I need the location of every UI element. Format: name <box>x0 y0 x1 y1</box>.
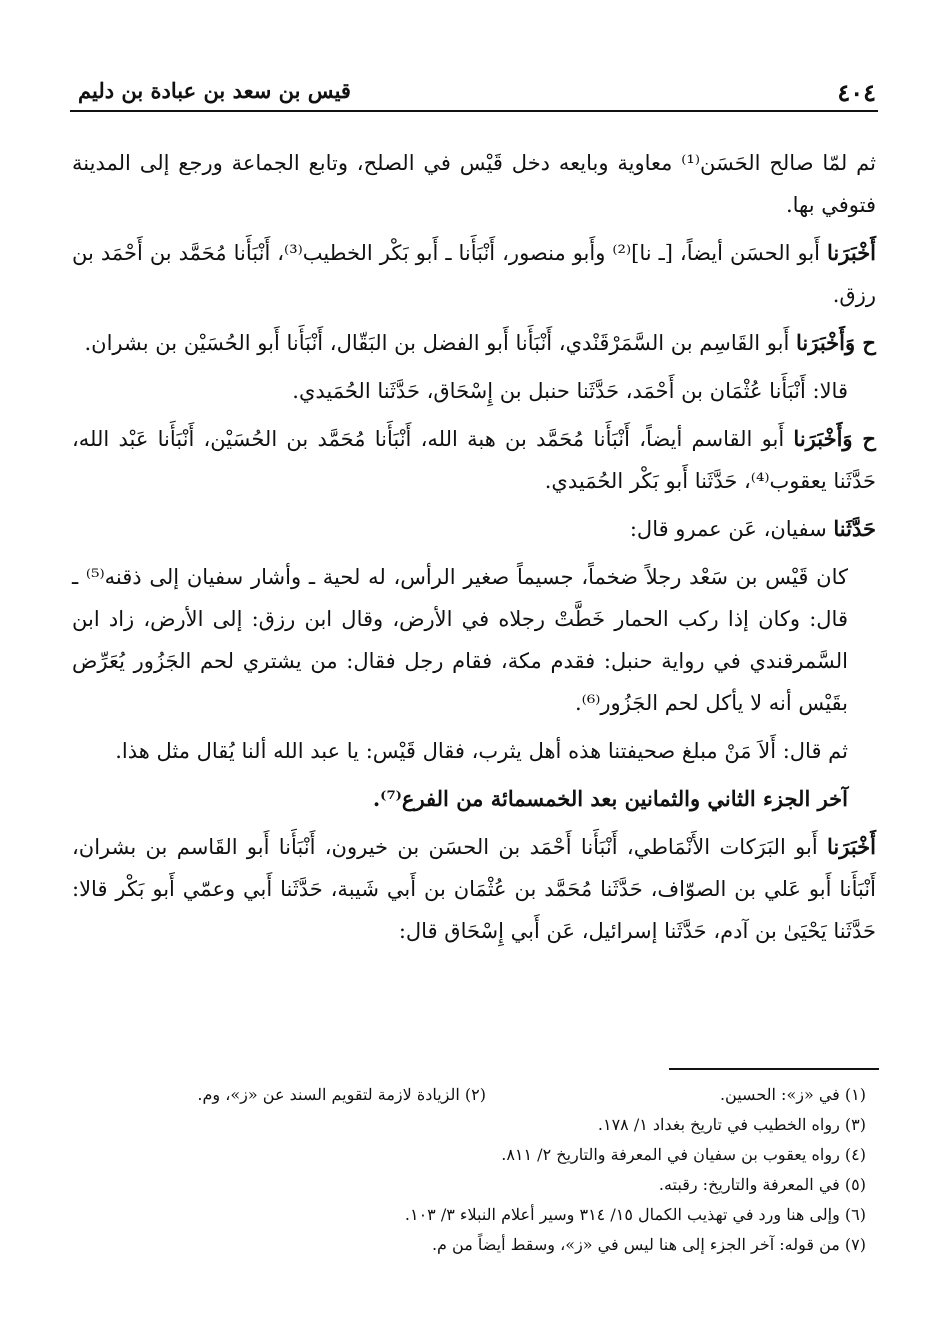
paragraph-10 <box>72 826 876 952</box>
footnote-3: (٣) رواه الخطيب في تاريخ بغداد ١/ ١٧٨. <box>597 1115 866 1134</box>
isnad-keyword: ح وَأَخْبَرَنا <box>796 330 876 355</box>
footnote-7: (٧) من قوله: آخر الجزء إلى هنا ليس في «ز»، وسقط أيضاً من م. <box>431 1235 866 1254</box>
page-number: ٤٠٤ <box>837 78 876 107</box>
footnote-5: (٥) في المعرفة والتاريخ: رقبته. <box>658 1175 866 1194</box>
running-title: قيس بن سعد بن عبادة بن دليم <box>78 78 351 103</box>
paragraph-8: ثم قال: أَلاَ مَنْ مبلغ صحيفتنا هذه أهل يثرب، فقال قَيْس: يا عبد الله ألنا يُقال مثل هذا. <box>115 739 848 763</box>
footnote-4: (٤) رواه يعقوب بن سفيان في المعرفة والتاريخ ٢/ ٨١١. <box>501 1145 866 1164</box>
isnad-keyword: أَخْبَرَنا <box>827 834 876 859</box>
footnote-1: (١) في «ز»: الحسين. <box>719 1085 866 1104</box>
isnad-keyword: ح وَأَخْبَرَنا <box>793 426 876 451</box>
isnad-keyword: حَدَّثَنا <box>833 516 876 541</box>
paragraph-4: قالا: أَنْبَأَنا عُثْمَان بن أَحْمَد، حَدَّثَنا حنبل بن إِسْحَاق، حَدَّثَنا الحُمَيدي. <box>292 379 848 403</box>
section-note: آخر الجزء الثاني والثمانين بعد الخمسمائة من الفرع⁽⁷⁾. <box>372 786 848 811</box>
main-text <box>72 142 876 958</box>
footnotes <box>80 1080 866 1260</box>
footnote-row <box>80 1080 866 1110</box>
paragraph-2 <box>72 232 876 316</box>
paragraph-1: ثم لمّا صالح الحَسَن⁽¹⁾ معاوية وبايعه دخل قَيْس في الصلح، وتابع الجماعة ورجع إلى المدينة فتوفي بها. <box>72 151 877 217</box>
paragraph-7: كان قَيْس بن سَعْد رجلاً ضخماً، جسيماً صغير الرأس، له لحية ـ وأشار سفيان إلى ذقنه⁽⁵⁾ ـ قال: وكان إذا ركب الحمار خَطَّتْ رجلاه في الأرض، وقال ابن رزق: إلى الأرض، زاد ابن السَّمرقندي في رواية حنبل: فقدم مكة، فقام رجل فقال: من يشتري لحم الجَزُور يُعَرِّض بقَيْس أنه لا يأكل لحم الجَزُور⁽⁶⁾. <box>72 565 848 715</box>
paragraph-text: أَبو البَرَكات الأَنْمَاطي، أَنْبَأَنا أَحْمَد بن الحسَن بن خيرون، أَنْبَأَنا أَبو القَاسم بن بشران، أَنْبَأَنا أَبو عَلي بن الصوّاف، حَدَّثَنا مُحَمَّد بن عُثْمَان بن أَبي شَيبة، حَدَّثَنا أَبي وعمّي أَبو بَكْر قالا: حَدَّثَنا يَحْيَىٰ بن آدم، حَدَّثَنا إسرائيل، عَن أَبي إِسْحَاق قال: <box>72 835 876 943</box>
paragraph-text: سفيان، عَن عمرو قال: <box>629 517 834 541</box>
paragraph-3 <box>72 322 876 364</box>
paragraph-text: أَبو القاسم أيضاً، أَنْبَأَنا مُحَمَّد بن هبة الله، أَنْبَأَنا مُحَمَّد بن الحُسَيْن، أَنْبَأَنا عَبْد الله، حَدَّثَنا يعقوب⁽⁴⁾، حَدَّثَنا أَبو بَكْر الحُمَيدي. <box>72 427 876 493</box>
footnote-6: (٦) وإلى هنا ورد في تهذيب الكمال ١٥/ ٣١٤ وسير أعلام النبلاء ٣/ ١٠٣. <box>404 1205 866 1224</box>
paragraph-6 <box>72 508 876 550</box>
isnad-keyword: أَخْبَرَنا <box>827 240 877 265</box>
footnote-2: (٢) الزيادة لازمة لتقويم السند عن «ز»، وم. <box>197 1085 486 1104</box>
paragraph-text: أَبو القَاسِم بن السَّمَرْقَنْدي، أَنْبَأَنا أَبو الفضل بن البَقّال، أَنْبَأَنا أَبو الحُسَيْن بن بشران. <box>84 331 796 355</box>
footnote-divider <box>669 1068 879 1070</box>
paragraph-text: أَبو الحسَن أيضاً، [ـ نا]⁽²⁾ وأَبو منصور، أَنْبَأَنا ـ أَبو بَكْر الخطيب⁽³⁾، أَنْبَأَنا مُحَمَّد بن أَحْمَد بن رزق. <box>72 241 876 307</box>
paragraph-5 <box>72 418 876 502</box>
page-header <box>70 70 878 112</box>
